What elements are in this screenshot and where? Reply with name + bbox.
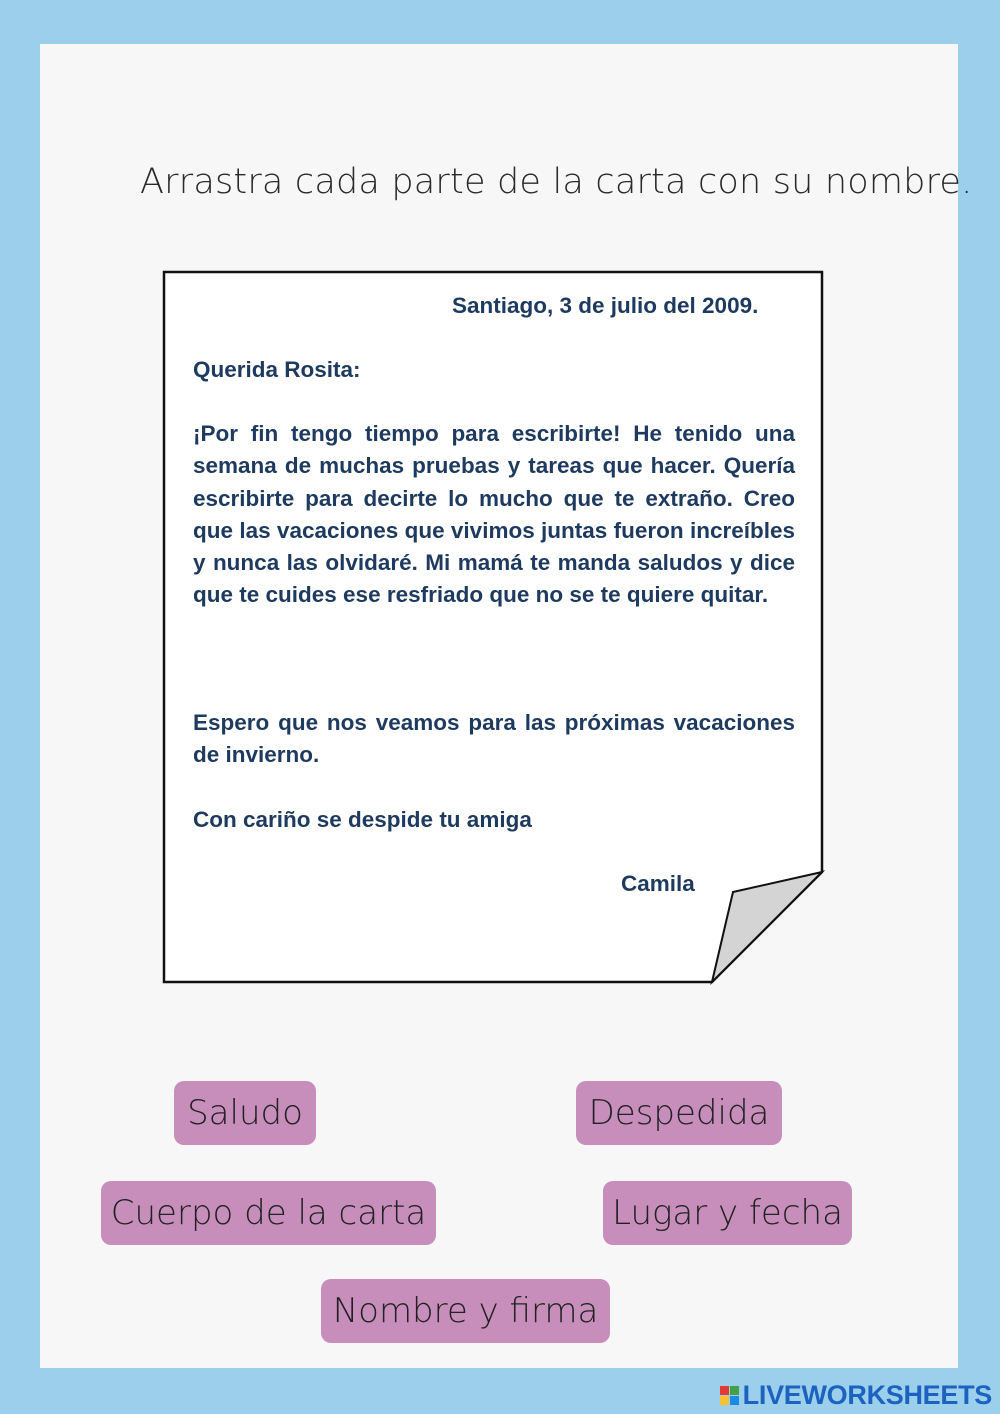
- letter-signature: Camila: [621, 871, 695, 896]
- letter-place-date: Santiago, 3 de julio del 2009.: [452, 293, 759, 318]
- letter-closing: Con cariño se despide tu amiga: [193, 807, 532, 832]
- drag-chip-nombre-y-firma[interactable]: Nombre y firma: [321, 1279, 610, 1343]
- drag-chip-despedida[interactable]: Despedida: [576, 1081, 782, 1145]
- letter-body-paragraph: Espero que nos veamos para las próximas vacaciones de invierno.: [193, 710, 795, 768]
- drag-chip-saludo[interactable]: Saludo: [174, 1081, 316, 1145]
- drag-chip-cuerpo-de-la-carta[interactable]: Cuerpo de la carta: [101, 1181, 436, 1245]
- liveworksheets-brand: [720, 1380, 992, 1410]
- brand-name: LIVEWORKSHEETS: [742, 1379, 992, 1410]
- letter-image: [162, 270, 826, 986]
- letter-greeting: Querida Rosita:: [193, 357, 361, 382]
- instruction-text: Arrastra cada parte de la carta con su nombre.: [140, 162, 973, 202]
- letter-body-paragraph: ¡Por fin tengo tiempo para escribirte! He tenido una semana de muchas pruebas y tareas que hacer. Quería escribirte para decirte lo mucho que te extraño. Creo que las vacaciones que vivimos juntas fueron increíbles y nunca las olvidaré. Mi mamá te manda saludos y dice que te cuides ese resfriado que no se te quiere quitar.: [193, 421, 795, 608]
- drag-chip-lugar-y-fecha[interactable]: Lugar y fecha: [603, 1181, 852, 1245]
- liveworksheets-logo-icon: [720, 1386, 739, 1405]
